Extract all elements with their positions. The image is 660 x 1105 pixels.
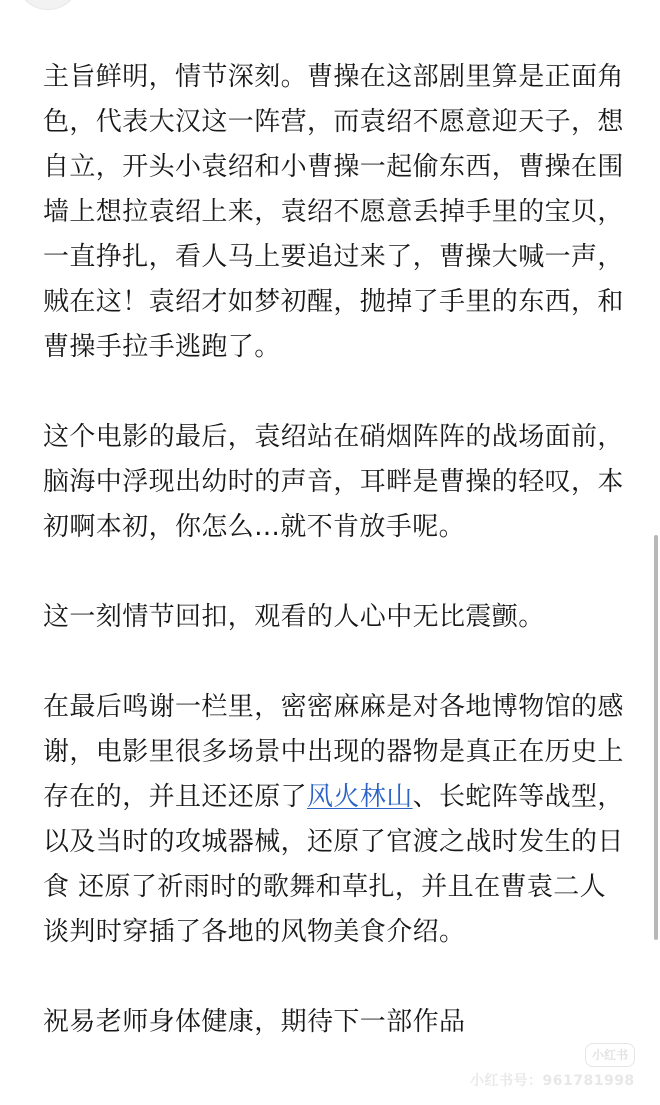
paragraph-acknowledgements xyxy=(43,685,628,955)
xiaohongshu-watermark-id: 小红书号：961781998 xyxy=(470,1073,635,1089)
acknowledgements-text-before-link: 在最后鸣谢一栏里，密密麻麻是对各地博物馆的感谢，电影里很多场景中出现的器物是真正在历史上存在的，并且还还原了 xyxy=(43,692,624,812)
scrollbar-thumb[interactable] xyxy=(654,535,658,940)
xiaohongshu-watermark-logo: 小红书 xyxy=(585,1043,635,1067)
avatar xyxy=(16,0,80,10)
acknowledgements-text-after-link: 、长蛇阵等战型，以及当时的攻城器械，还原了官渡之战时发生的日食 还原了祈雨时的歌舞和草扎，并且在曹袁二人谈判时穿插了各地的风物美食介绍。 xyxy=(43,782,624,947)
paragraph-callback: 这一刻情节回扣，观看的人心中无比震颤。 xyxy=(43,602,545,632)
paragraph-plot-opening: 主旨鲜明，情节深刻。曹操在这部剧里算是正面角色，代表大汉这一阵营，而袁绍不愿意迎天子，想自立，开头小袁绍和小曹操一起偷东西，曹操在围墙上想拉袁绍上来，袁绍不愿意丢掉手里的宝贝，一直挣扎，看人马上要追过来了，曹操大喊一声，贼在这！袁绍才如梦初醒，抛掉了手里的东西，和曹操手拉手逃跑了。 xyxy=(43,62,624,362)
fenghuo-linshan-link[interactable]: 风火林山 xyxy=(307,782,413,812)
paragraph-film-ending: 这个电影的最后，袁绍站在硝烟阵阵的战场面前，脑海中浮现出幼时的声音，耳畔是曹操的轻叹，本初啊本初，你怎么...就不肯放手呢。 xyxy=(43,422,624,542)
paragraph-closing-wishes: 祝易老师身体健康，期待下一部作品 xyxy=(43,1007,466,1037)
article-body xyxy=(43,55,628,1045)
